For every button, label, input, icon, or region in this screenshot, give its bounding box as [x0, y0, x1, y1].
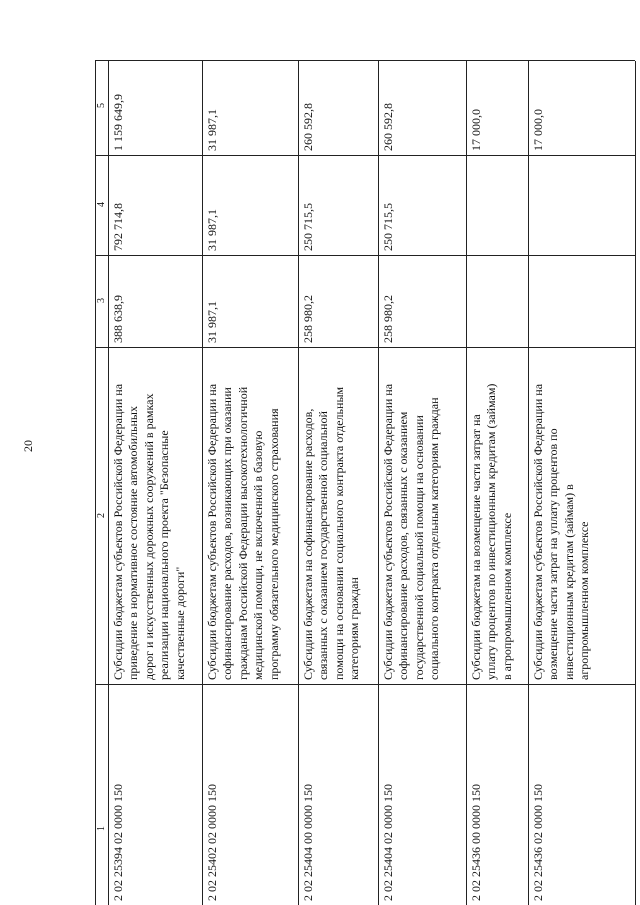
row-3-col-4: 250 715,5	[301, 203, 315, 251]
row-2-col-3: 31 987,1	[205, 301, 219, 343]
row-5-description: Субсидии бюджетам на возмещение части затрат на уплату процентов по инвестиционным кредитам (займам) в агропромышленном комплексе	[469, 383, 514, 680]
row-1-col-5: 1 159 649,9	[111, 94, 125, 151]
row-4-col-3: 258 980,2	[381, 295, 395, 343]
row-5-code: 2 02 25436 00 0000 150	[469, 784, 483, 901]
header-col-3: 3	[96, 298, 107, 303]
row-1-col-4: 792 714,8	[111, 203, 125, 251]
table-right-border	[635, 61, 636, 905]
budget-table	[95, 60, 635, 905]
row-3-col-3: 258 980,2	[301, 295, 315, 343]
row-4-code: 2 02 25404 02 0000 150	[381, 784, 395, 901]
page-number: 20	[21, 440, 35, 452]
row-2-description: Субсидии бюджетам субъектов Российской Федерации на софинансирование расходов, возникающих при оказании гражданам Российской Федерации высокотехнологичной медицинской помощи, не включенной в базовую программу обязательного медицинского страхования	[205, 383, 281, 680]
column-separator	[96, 255, 635, 256]
row-separator	[466, 61, 467, 905]
header-col-4: 4	[96, 202, 107, 207]
row-separator	[378, 61, 379, 905]
row-6-code: 2 02 25436 02 0000 150	[531, 784, 545, 901]
row-3-description: Субсидии бюджетам на софинансирование расходов, связанных с оказанием государственной социальной помощи на основании социального контракта отдельным категориям граждан	[301, 386, 362, 680]
column-separator	[96, 684, 635, 685]
row-1-description: Субсидии бюджетам субъектов Российской Федерации на приведение в нормативное состояние автомобильных дорог и искусственных дорожных сооружений в рамках реализации национального проекта "Безопасные качественные дороги"	[111, 383, 187, 680]
column-separator	[96, 155, 635, 156]
row-4-col-4: 250 715,5	[381, 203, 395, 251]
header-col-1: 1	[96, 826, 107, 831]
row-2-code: 2 02 25402 02 0000 150	[205, 784, 219, 901]
row-4-description: Субсидии бюджетам субъектов Российской Федерации на софинансирование расходов, связанных с оказанием государственной социальной помощи на основании социального контракта отдельным категориям граждан	[381, 383, 442, 680]
row-2-col-4: 31 987,1	[205, 209, 219, 251]
column-separator	[96, 347, 635, 348]
row-6-col-5: 17 000,0	[531, 109, 545, 151]
row-4-col-5: 260 592,8	[381, 103, 395, 151]
header-row-separator	[108, 61, 109, 905]
row-separator	[202, 61, 203, 905]
header-col-2: 2	[96, 513, 107, 518]
header-col-5: 5	[96, 103, 107, 108]
row-1-code: 2 02 25394 02 0000 150	[111, 784, 125, 901]
row-separator	[298, 61, 299, 905]
row-1-col-3: 388 638,9	[111, 295, 125, 343]
row-3-col-5: 260 592,8	[301, 103, 315, 151]
row-5-col-5: 17 000,0	[469, 109, 483, 151]
row-6-description: Субсидии бюджетам субъектов Российской Федерации на возмещение части затрат на уплату процентов по инвестиционным кредитам (займам) в агропромышленном комплексе	[531, 383, 592, 680]
row-separator	[528, 61, 529, 905]
row-2-col-5: 31 987,1	[205, 109, 219, 151]
row-3-code: 2 02 25404 00 0000 150	[301, 784, 315, 901]
